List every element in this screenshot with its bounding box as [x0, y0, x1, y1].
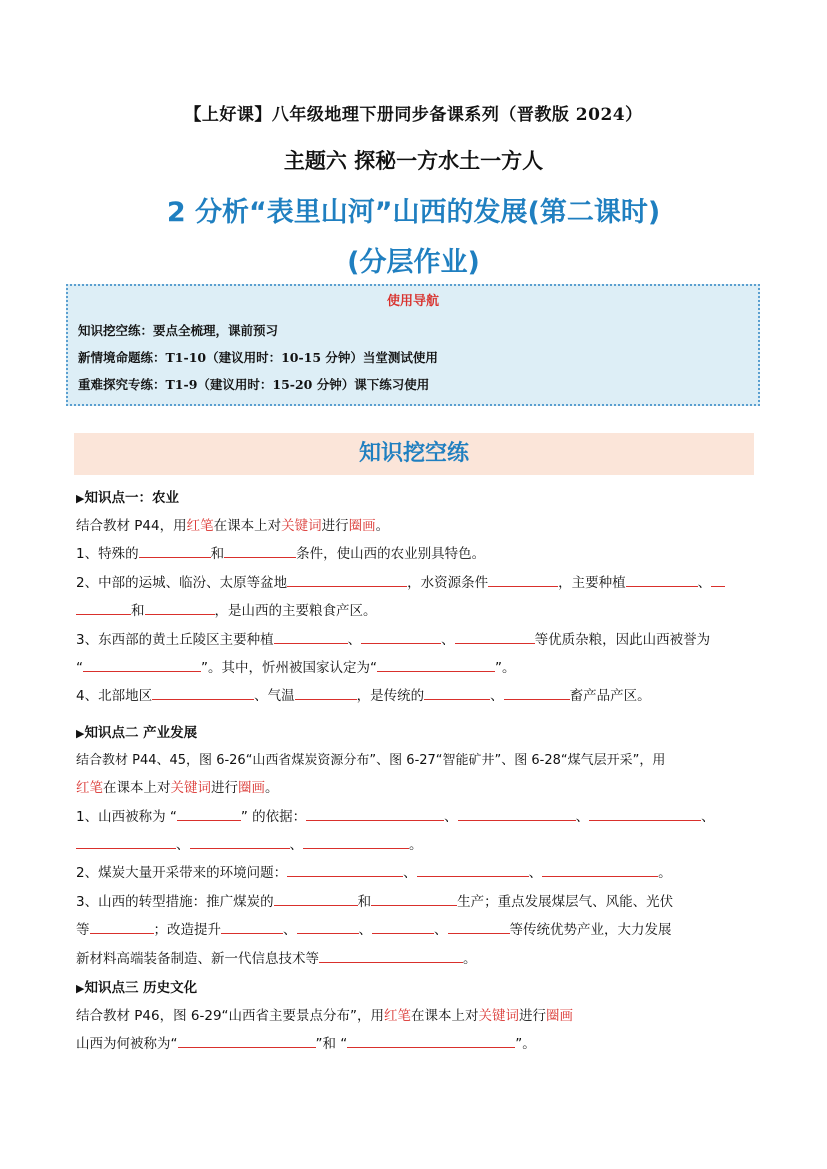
answer-blank[interactable]: [372, 919, 434, 934]
answer-blank[interactable]: [145, 600, 215, 615]
guide-line: 新情境命题练：T1-10（建议用时：10-15 分钟）当堂测试使用: [78, 350, 438, 365]
answer-blank[interactable]: [287, 572, 407, 587]
kp1-heading: ▶知识点一：农业: [76, 490, 179, 506]
answer-blank[interactable]: [295, 685, 357, 700]
answer-blank[interactable]: [297, 919, 359, 934]
answer-blank[interactable]: [274, 891, 358, 906]
triangle-icon: ▶: [76, 727, 85, 740]
answer-blank[interactable]: [177, 806, 241, 821]
kp2-q1-cont: 、 、 。: [76, 833, 423, 853]
kp3-heading: ▶知识点三 历史文化: [76, 980, 198, 996]
answer-blank[interactable]: [458, 806, 576, 821]
kp1-q2: 2、中部的运城、临汾、太原等盆地 ，水资源条件 ，主要种植 、: [76, 571, 725, 591]
answer-blank[interactable]: [448, 919, 510, 934]
triangle-icon: ▶: [76, 982, 85, 995]
answer-blank[interactable]: [347, 1033, 515, 1048]
answer-blank[interactable]: [626, 572, 698, 587]
kp3-q1: 山西为何被称为“ ”和 “ ”。: [76, 1032, 536, 1052]
kp2-intro: 结合教材 P44、45，图 6-26“山西省煤炭资源分布”、图 6-27“智能矿井”、图 6-28“煤气层开采”，用: [76, 753, 666, 768]
answer-blank[interactable]: [542, 862, 658, 877]
section-banner: [74, 433, 754, 475]
series-title: 【上好课】八年级地理下册同步备课系列（晋教版 2024）: [184, 105, 643, 125]
answer-blank[interactable]: [221, 919, 283, 934]
usage-guide-title: 使用导航: [386, 294, 439, 309]
answer-blank[interactable]: [274, 629, 348, 644]
kp2-q1: 1、山西被称为 “ ” 的依据： 、 、 、: [76, 805, 715, 825]
answer-blank[interactable]: [319, 948, 463, 963]
answer-blank[interactable]: [90, 919, 154, 934]
answer-blank[interactable]: [224, 543, 296, 558]
answer-blank[interactable]: [371, 891, 457, 906]
answer-blank[interactable]: [76, 600, 131, 615]
theme-title: 主题六 探秘一方水土一方人: [283, 149, 544, 173]
answer-blank[interactable]: [178, 1033, 316, 1048]
kp3-intro: 结合教材 P46，图 6-29“山西省主要景点分布”，用红笔在课本上对关键词进行圈画: [76, 1008, 574, 1024]
kp2-q2: 2、煤炭大量开采带来的环境问题： 、 、 。: [76, 861, 672, 881]
answer-blank[interactable]: [190, 834, 290, 849]
kp2-q3-cont2: 新材料高端装备制造、新一代信息技术等 。: [76, 947, 477, 967]
guide-line: 知识挖空练：要点全梳理，课前预习: [78, 323, 279, 338]
kp1-q2-cont: 和 ，是山西的主要粮食产区。: [76, 599, 377, 619]
answer-blank[interactable]: [377, 657, 495, 672]
answer-blank[interactable]: [488, 572, 558, 587]
kp1-q4: 4、北部地区 、气温 ，是传统的 、 畜产品产区。: [76, 684, 651, 704]
answer-blank[interactable]: [711, 572, 725, 587]
answer-blank[interactable]: [455, 629, 535, 644]
lesson-subtitle: (分层作业): [347, 247, 480, 278]
kp1-q3: 3、东西部的黄土丘陵区主要种植 、 、 等优质杂粮，因此山西被誉为: [76, 628, 710, 648]
lesson-title: 2 分析“表里山河”山西的发展(第二课时): [166, 197, 661, 228]
answer-blank[interactable]: [287, 862, 403, 877]
answer-blank[interactable]: [152, 685, 254, 700]
answer-blank[interactable]: [303, 834, 409, 849]
answer-blank[interactable]: [139, 543, 211, 558]
kp2-heading: ▶知识点二 产业发展: [76, 725, 198, 741]
answer-blank[interactable]: [76, 834, 176, 849]
kp1-q1: 1、特殊的 和 条件，使山西的农业别具特色。: [76, 542, 485, 562]
kp2-q3: 3、山西的转型措施：推广煤炭的 和 生产；重点发展煤层气、风能、光伏: [76, 890, 673, 910]
usage-guide-box: [66, 284, 760, 406]
answer-blank[interactable]: [424, 685, 490, 700]
guide-line: 重难探究专练：T1-9（建议用时：15-20 分钟）课下练习使用: [78, 377, 430, 392]
kp1-intro: 结合教材 P44，用红笔在课本上对关键词进行圈画。: [76, 518, 390, 534]
kp2-q3-cont: 等 ；改造提升 、 、 、 等传统优势产业，大力发展: [76, 918, 672, 938]
answer-blank[interactable]: [589, 806, 701, 821]
kp1-q3-cont: “ ”。其中，忻州被国家认定为“ ”。: [76, 656, 516, 676]
answer-blank[interactable]: [504, 685, 570, 700]
answer-blank[interactable]: [83, 657, 201, 672]
answer-blank[interactable]: [361, 629, 441, 644]
section-title: 知识挖空练: [358, 441, 469, 466]
answer-blank[interactable]: [417, 862, 529, 877]
triangle-icon: ▶: [76, 492, 85, 505]
answer-blank[interactable]: [306, 806, 444, 821]
kp2-intro-cont: 红笔在课本上对关键词进行圈画。: [76, 780, 279, 796]
